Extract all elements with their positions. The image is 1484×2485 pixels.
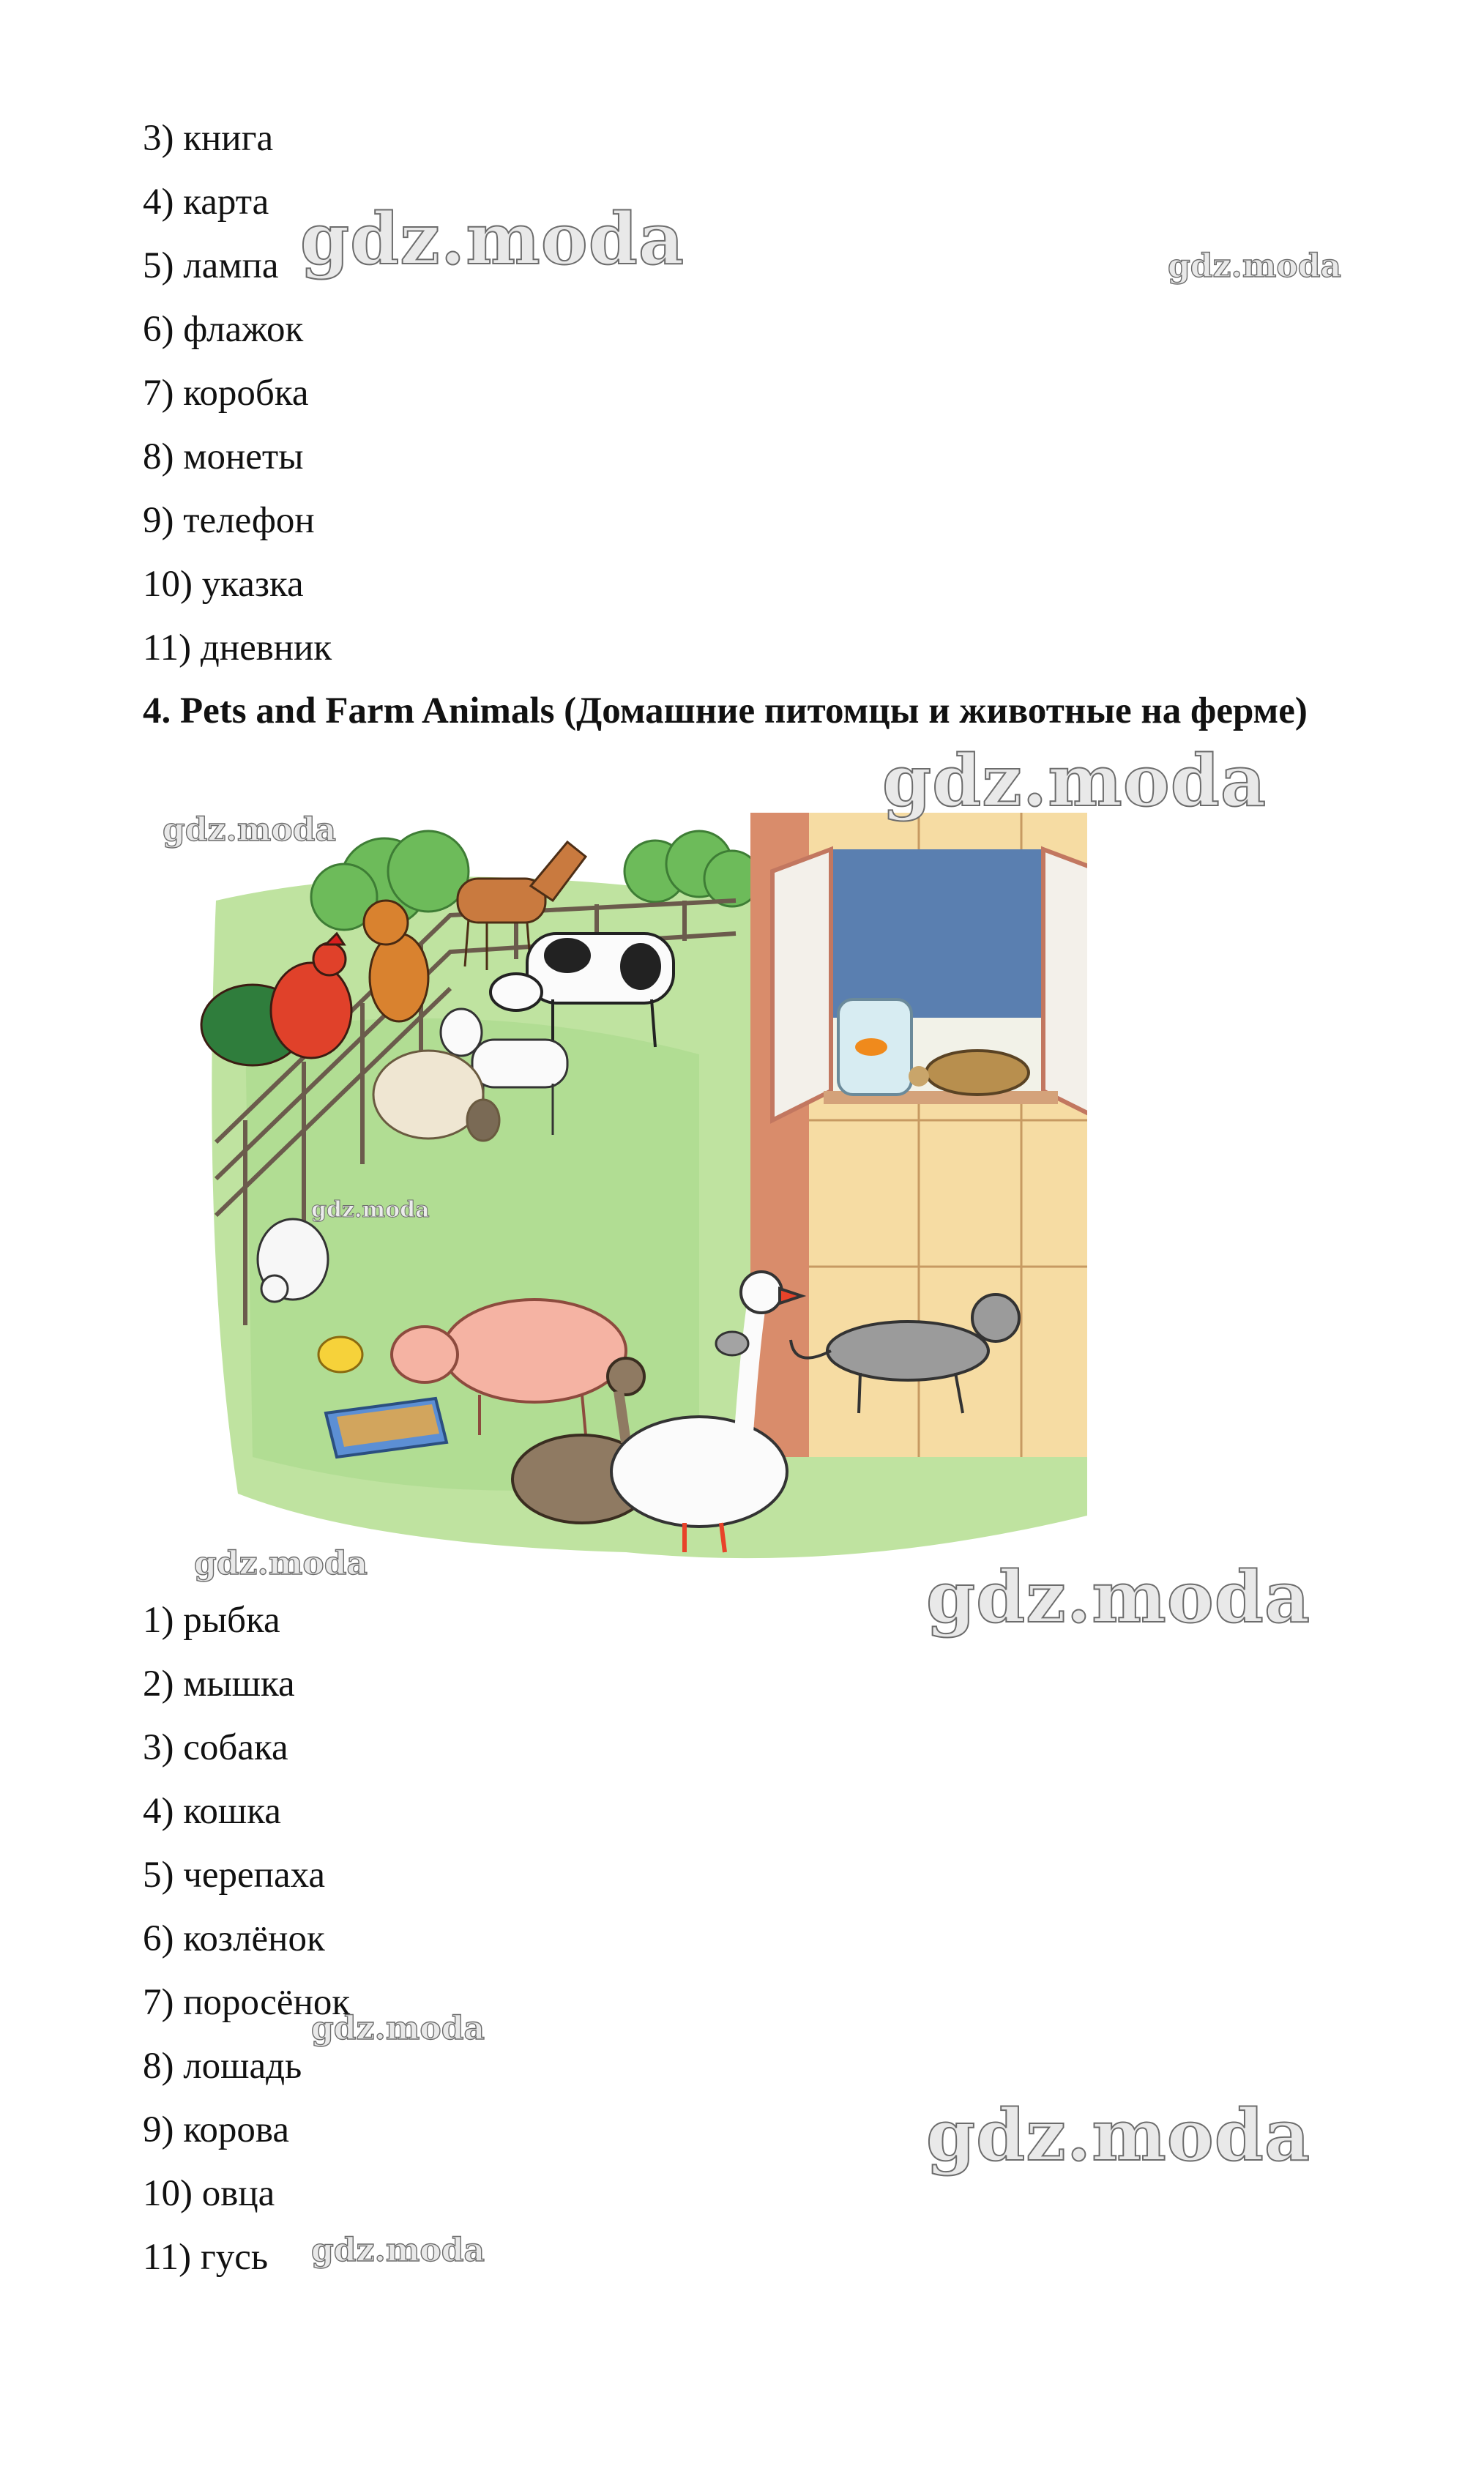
- list-item: 3) книга: [143, 118, 274, 159]
- chick: [318, 1337, 362, 1372]
- list-item: 7) коробка: [143, 373, 309, 414]
- list-item: 1) рыбка: [143, 1600, 280, 1641]
- fish: [855, 1038, 887, 1056]
- mouse: [716, 1332, 748, 1355]
- list-item: 7) поросёнок: [143, 1982, 351, 2023]
- watermark: gdz.moda: [1168, 247, 1342, 285]
- watermark: gdz.moda: [882, 739, 1267, 822]
- watermark: gdz.moda: [300, 198, 685, 280]
- list-item: 4) кошка: [143, 1791, 281, 1832]
- watermark: gdz.moda: [926, 1556, 1311, 1639]
- list-item: 6) козлёнок: [143, 1918, 325, 1959]
- section-heading: 4. Pets and Farm Animals (Домашние питомцы и животные на ферме): [143, 690, 1308, 731]
- list-item: 8) монеты: [143, 436, 304, 477]
- list-bottom: [143, 1589, 350, 2290]
- watermark: gdz.moda: [311, 2232, 485, 2269]
- list-item: 11) дневник: [143, 627, 332, 668]
- list-item: 5) черепаха: [143, 1855, 326, 1896]
- list-item: 9) телефон: [143, 500, 315, 541]
- hen: [258, 1219, 328, 1302]
- list-top: [143, 107, 332, 680]
- watermark: gdz.moda: [163, 811, 337, 849]
- watermark: gdz.moda: [311, 2010, 485, 2047]
- list-item: 5) лампа: [143, 245, 279, 286]
- list-item: 8) лошадь: [143, 2046, 302, 2087]
- list-item: 9) корова: [143, 2109, 289, 2150]
- list-item: 11) гусь: [143, 2237, 269, 2278]
- list-item: 10) овца: [143, 2173, 275, 2214]
- watermark: gdz.moda: [926, 2094, 1311, 2177]
- list-item: 4) карта: [143, 182, 269, 223]
- watermark: gdz.moda: [194, 1545, 368, 1582]
- list-item: 3) собака: [143, 1727, 288, 1768]
- list-item: 10) указка: [143, 564, 304, 605]
- watermark: gdz.moda: [311, 1197, 430, 1223]
- fish-bowl: [838, 999, 911, 1095]
- list-item: 6) флажок: [143, 309, 304, 350]
- list-item: 2) мышка: [143, 1664, 295, 1705]
